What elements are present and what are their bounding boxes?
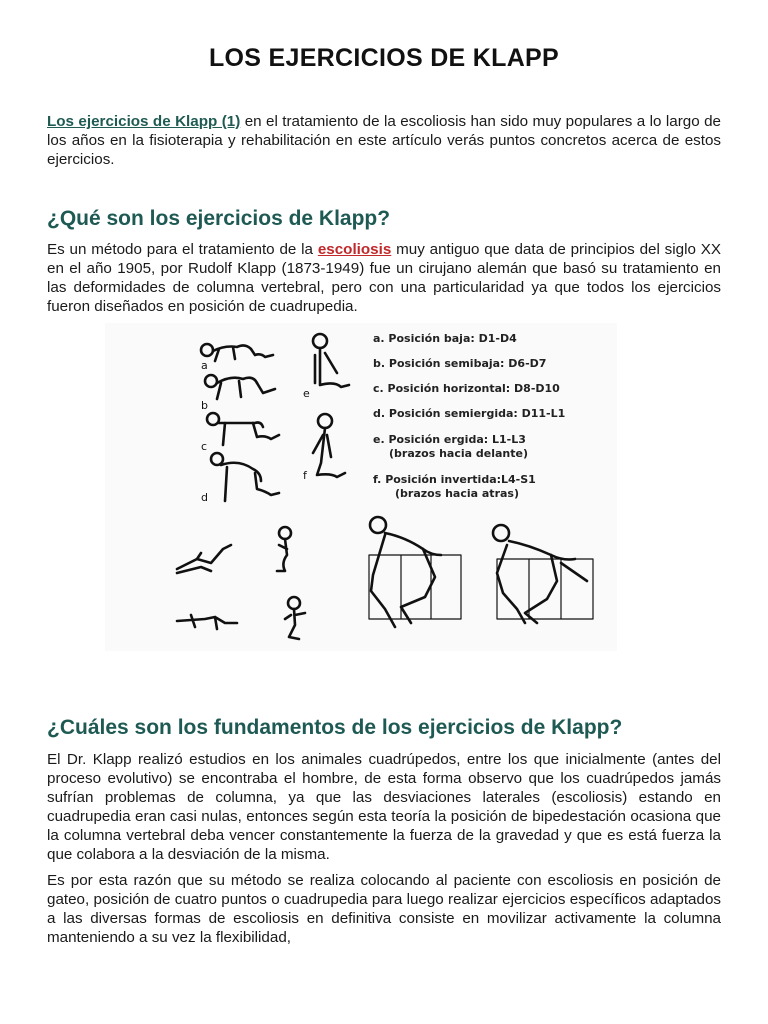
figure-b-drawing <box>205 375 275 399</box>
standing-figure-bottom <box>285 597 305 639</box>
crawling-sequence-right <box>493 525 593 623</box>
figure-letter-d: d <box>201 491 208 504</box>
standing-figure-top <box>277 527 291 571</box>
figure-a-drawing <box>201 344 273 361</box>
figure-f-drawing <box>313 414 345 477</box>
figure-letter-c: c <box>201 440 208 453</box>
section2-paragraph-2: Es por esta razón que su método se realiza colocando al paciente con escoliosis en posición de gateo, posición de cuatro puntos o cuadrupedia para luego realizar ejercicios específicos adaptados a las diversas formas de escoliosis en definitiva consiste en movilizar activamente la columna manteniendo a su vez la flexibilidad, <box>47 872 721 946</box>
section2-heading: ¿Cuáles son los fundamentos de los ejercicios de Klapp? <box>47 716 623 739</box>
caption-f-note: (brazos hacia atras) <box>395 487 519 500</box>
caption-b: b. Posición semibaja: D6-D7 <box>373 357 547 370</box>
figure-letter-b: b <box>201 399 208 412</box>
escoliosis-link[interactable]: escoliosis <box>317 241 392 258</box>
caption-f: f. Posición invertida:L4-S1 <box>373 473 536 486</box>
lying-figure-top <box>177 545 231 573</box>
figure-e-drawing <box>313 334 349 387</box>
intro-text: en el tratamiento de la escoliosis han sido muy populares a lo largo de los años en la fisioterapia y rehabilitación en este artículo verás puntos concretos acerca de estos ejercicios. <box>47 113 722 168</box>
section1-paragraph <box>47 240 721 316</box>
caption-e-note: (brazos hacia delante) <box>389 447 528 460</box>
klapp-positions-figure <box>105 323 617 651</box>
figure-letter-f: f <box>303 469 307 482</box>
caption-d: d. Posición semiergida: D11-L1 <box>373 407 566 420</box>
klapp-reference-link[interactable]: Los ejercicios de Klapp (1) <box>47 113 241 130</box>
caption-e: e. Posición ergida: L1-L3 <box>373 433 526 446</box>
section1-text-before: Es un método para el tratamiento de la <box>47 241 318 258</box>
figure-letter-e: e <box>303 387 310 400</box>
caption-a: a. Posición baja: D1-D4 <box>373 332 517 345</box>
section2-paragraph-1: El Dr. Klapp realizó estudios en los animales cuadrúpedos, entre los que inicialmente (antes del proceso evolutivo) se encontraba el hombre, de esta forma observo que los cuadrúpedos jamás sufrían problemas de columna, ya que las desviaciones laterales (escoliosis) estando en cuadrupedia eran casi nulas, entonces según esta teoría la posición de bipedestación ocasiona que la columna vertebral deba vencer constantemente la fuerza de la gravedad y que es está fuerza la que colabora a la desviación de la misma. <box>47 751 721 863</box>
figure-c-drawing <box>207 413 279 445</box>
figure-d-drawing <box>211 453 279 501</box>
intro-paragraph <box>47 112 721 169</box>
section1-heading: ¿Qué son los ejercicios de Klapp? <box>47 207 391 230</box>
page-title: LOS EJERCICIOS DE KLAPP <box>208 44 559 72</box>
lying-figure-bottom <box>177 615 237 629</box>
crawling-sequence-left <box>369 517 461 627</box>
section1-text-after: muy antiguo que data de principios del siglo XX en el año 1905, por Rudolf Klapp (1873-1949) fue un cirujano alemán que basó su tratamiento en las deformidades de columna vertebral, pero con una particularidad ya que todos los ejercicios fueron diseñados en posición de cuadrupedia. <box>47 241 722 315</box>
figure-letter-a: a <box>201 359 208 372</box>
caption-c: c. Posición horizontal: D8-D10 <box>373 382 560 395</box>
